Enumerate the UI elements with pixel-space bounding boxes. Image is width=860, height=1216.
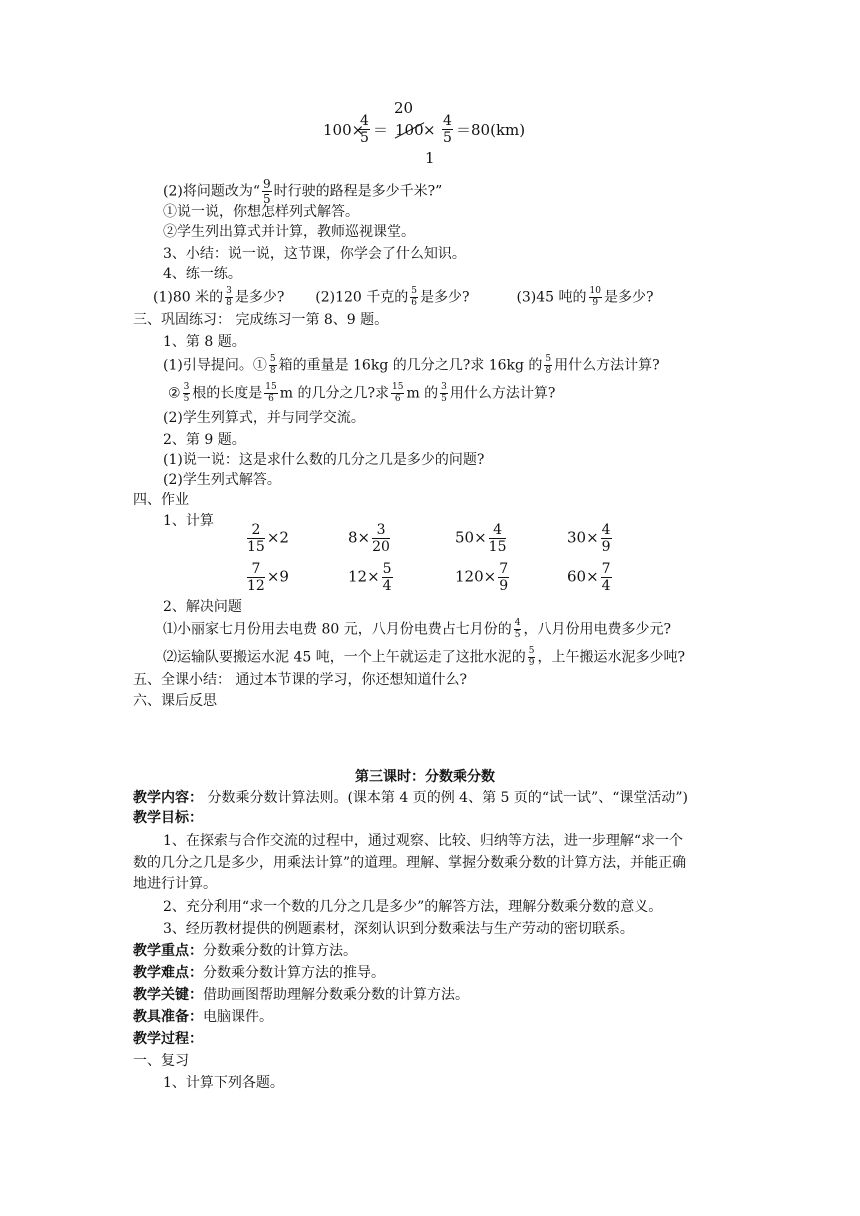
review-heading: 一、复习 [133,1053,189,1069]
fraction: $\frac{3}{20}$ [372,522,390,555]
question-2-sub-1: ①说一说，你想怎样列式解答。 [163,204,359,220]
equation-equals: ＝ [373,121,389,139]
equation-cancel-under: 1 [425,149,435,167]
equation-cancel-over: 20 [394,99,414,117]
fraction: $\frac{10}{9}$ [589,286,601,308]
teaching-difficulty: 教学难点：分数乘分数计算方法的推导。 [133,965,385,981]
equation-part1: 100× [323,121,365,139]
fraction: $\frac{9}{5}$ [263,177,271,206]
question-8-1: (1)引导提问。① $\frac{5}{8}$ 箱的重量是 16kg 的几分之几?求 16kg 的 $\frac{5}{8}$ 用什么方法计算? [163,354,660,376]
fraction: $\frac{7}{12}$ [247,561,265,594]
question-8-3: (2)学生列算式，并与同学交流。 [163,410,365,426]
calc-item-4: 30× $\frac{4}{9}$ [567,522,611,555]
teaching-crux: 教学关键：借助画图帮助理解分数乘分数的计算方法。 [133,987,469,1003]
teaching-goal-label: 教学目标： [133,810,203,826]
teaching-content-text: 分数乘分数计算法则。(课本第 4 页的例 4、第 5 页的“试一试”、“课堂活动”) [203,790,688,806]
teaching-content [133,788,688,808]
fraction: $\frac{15}{6}$ [265,382,277,404]
fraction: $\frac{3}{8}$ [226,286,232,308]
section-5: 五、全课小结： 通过本节课的学习，你还想知道什么? [133,672,467,688]
fraction: $\frac{5}{4}$ [382,561,392,594]
calc-item-2: 8× $\frac{3}{20}$ [348,522,390,555]
homework-2-1: ⑴小丽家七月份用去电费 80 元，八月份电费占七月份的 $\frac{4}{5}$ ，八月份用电费多少元? [163,618,671,640]
fraction: $\frac{4}{9}$ [601,522,611,555]
fraction: $\frac{15}{6}$ [391,382,404,404]
teaching-prep: 教具准备：电脑课件。 [133,1009,273,1025]
fraction: $\frac{5}{6}$ [411,286,418,308]
lesson-3-title: 第三课时：分数乘分数 [355,769,495,785]
homework-2-2: ⑵运输队要搬运水泥 45 吨，一个上午就运走了这批水泥的 $\frac{5}{9}$ ，上午搬运水泥多少吨? [163,646,685,668]
teaching-content-label: 教学内容： [133,790,203,806]
question-9-1: (1)说一说：这是求什么数的几分之几是多少的问题? [163,452,485,468]
teaching-process-label: 教学过程： [133,1031,203,1047]
section-3: 三、巩固练习： 完成练习一第 8、9 题。 [133,312,389,328]
goal-1-line-2: 数的几分之几是多少，用乘法计算”的道理。理解、掌握分数乘分数的计算方法，并能正确 [133,855,687,871]
question-8: 1、第 8 题。 [163,334,246,350]
homework-1: 1、计算 [163,513,214,529]
homework-2: 2、解决问题 [163,599,242,615]
practice-4: 4、练一练。 [163,266,242,282]
calc-item-3: 50× $\frac{4}{15}$ [455,522,507,555]
question-2: (2)将问题改为“ $\frac{9}{5}$ 时行驶的路程是多少千米?” [163,177,443,206]
equation-fraction-1: $\frac{4}{5}$ [360,113,369,146]
question-2-sub-2: ②学生列出算式并计算，教师巡视课堂。 [163,224,415,240]
calc-item-8: 60× $\frac{7}{4}$ [567,561,611,594]
fraction: $\frac{5}{9}$ [528,646,535,668]
teaching-key: 教学重点：分数乘分数的计算方法。 [133,943,357,959]
goal-1-line-3: 地进行计算。 [133,876,217,892]
fraction: $\frac{7}{9}$ [499,561,509,594]
calc-item-6: 12× $\frac{5}{4}$ [348,561,392,594]
fraction: $\frac{5}{8}$ [269,354,276,376]
summary-3: 3、小结：说一说，这节课，你学会了什么知识。 [163,246,466,262]
question-8-2: ② $\frac{3}{5}$ 根的长度是 $\frac{15}{6}$ m 的几分之几?求 $\frac{15}{6}$ m 的 $\frac{3}{5}$ 用什么方法计算? [168,382,556,404]
question-9-2: (2)学生列式解答。 [163,472,281,488]
fraction: $\frac{4}{15}$ [488,522,507,555]
calc-item-7: 120× $\frac{7}{9}$ [455,561,509,594]
fraction: $\frac{4}{5}$ [514,618,521,640]
equation-cancel-num: 100 [395,121,424,139]
equation-result: ＝80(km) [456,121,526,139]
fraction: $\frac{3}{5}$ [441,382,447,404]
section-6: 六、课后反思 [133,693,217,709]
section-4: 四、作业 [133,492,189,508]
equation-fraction-2: $\frac{4}{5}$ [443,113,452,146]
practice-items: (1)80 米的 $\frac{3}{8}$ 是多少? (2)120 千克的 $\frac{5}{6}$ 是多少? (3)45 吨的 $\frac{10}{9}$ 是多少? [153,286,654,308]
review-1: 1、计算下列各题。 [163,1075,284,1091]
goal-2: 2、充分利用“求一个数的几分之几是多少”的解答方法，理解分数乘分数的意义。 [163,899,663,915]
calc-item-1: $\frac{2}{15}$ ×2 [247,522,289,555]
question-9: 2、第 9 题。 [163,432,246,448]
goal-3: 3、经历教材提供的例题素材，深刻认识到分数乘法与生产劳动的密切联系。 [163,921,634,937]
calc-item-5: $\frac{7}{12}$ ×9 [247,561,289,594]
fraction: $\frac{2}{15}$ [247,522,265,555]
fraction: $\frac{7}{4}$ [601,561,611,594]
goal-1-line-1: 1、在探索与合作交流的过程中，通过观察、比较、归纳等方法，进一步理解“求一个 [163,833,684,849]
equation-mult: × [423,121,436,139]
fraction: $\frac{5}{8}$ [545,354,552,376]
fraction: $\frac{3}{5}$ [183,382,190,404]
